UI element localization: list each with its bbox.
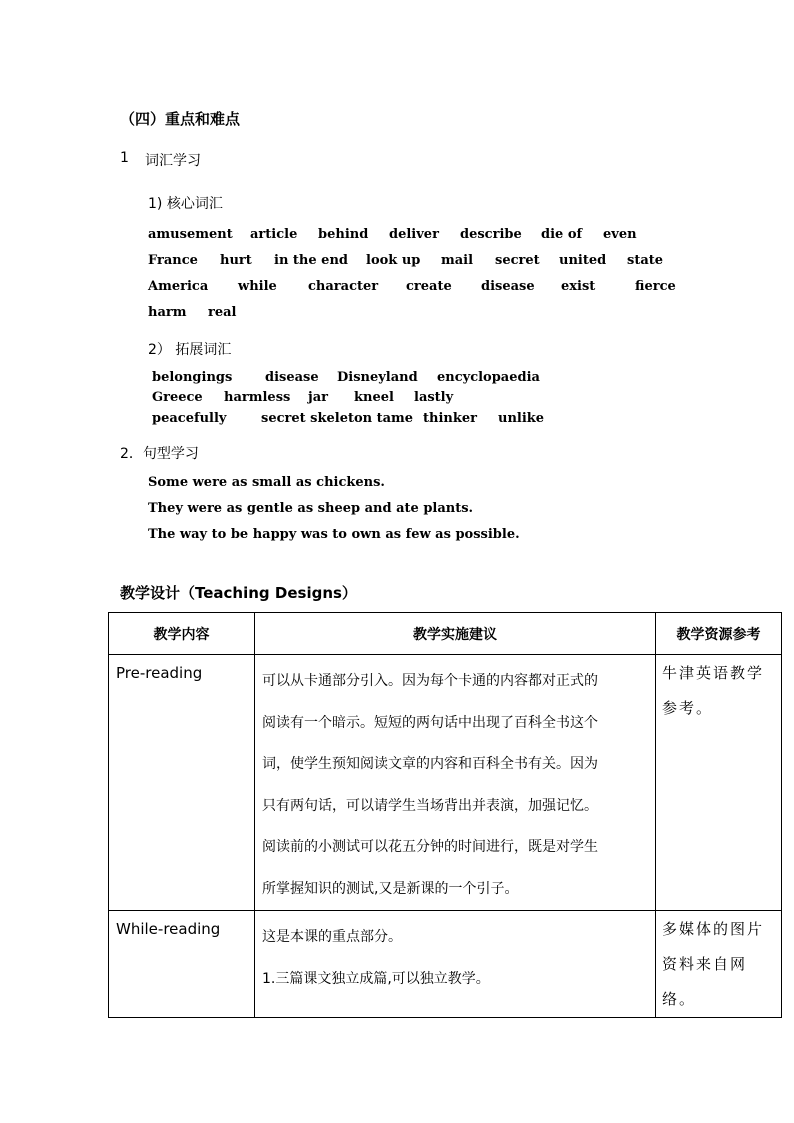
extended-vocab-word: thinker: [423, 411, 477, 426]
extended-vocab-word: kneel: [354, 390, 394, 405]
suggestion-cell: [255, 655, 656, 911]
vocab-section-number: 1: [120, 150, 129, 166]
core-vocab-word: in the end: [274, 253, 348, 268]
header-content: 教学内容: [109, 613, 255, 655]
core-vocab-word: France: [148, 253, 198, 268]
core-vocab-word: disease: [481, 279, 535, 294]
resource-line: 多媒体的图片: [662, 920, 765, 938]
extended-vocab-word: unlike: [498, 411, 545, 426]
core-vocab-label: 1) 核心词汇: [148, 196, 223, 212]
resource-line: 参考。: [662, 699, 714, 717]
stage-cell: [109, 655, 255, 911]
core-vocab-word: fierce: [635, 279, 676, 294]
suggestion-line: 1.三篇课文独立成篇,可以独立教学。: [262, 970, 490, 987]
core-vocab-word: secret: [495, 253, 540, 268]
core-vocab-word: real: [208, 305, 237, 320]
extended-vocab-word: belongings: [152, 370, 233, 385]
sentence-1: Some were as small as chickens.: [148, 475, 385, 490]
extended-vocab-word: harmless: [224, 390, 291, 405]
suggestion-line: 词，使学生预知阅读文章的内容和百科全书有关。因为: [262, 756, 598, 772]
header-suggestions: 教学实施建议: [255, 613, 656, 655]
core-vocab-word: die of: [541, 227, 583, 242]
extended-vocab-word: lastly: [414, 390, 454, 405]
sentence-section-title: 2．句型学习: [120, 446, 199, 462]
sentence-2: They were as gentle as sheep and ate plants.: [148, 501, 474, 516]
suggestion-line: 所掌握知识的测试,又是新课的一个引子。: [262, 880, 519, 897]
core-vocab-word: behind: [318, 227, 369, 242]
table-row: [109, 911, 782, 1018]
suggestion-cell: [255, 911, 656, 1018]
core-vocab-word: even: [603, 227, 637, 242]
suggestion-line: 阅读前的小测试可以花五分钟的时间进行，既是对学生: [262, 839, 598, 855]
core-vocab-word: America: [148, 279, 209, 294]
core-vocab-word: united: [559, 253, 607, 268]
core-vocab-word: amusement: [148, 227, 233, 242]
stage-label: Pre-reading: [116, 664, 203, 682]
teaching-design-table: [108, 612, 782, 1018]
core-vocab-word: harm: [148, 305, 187, 320]
suggestion-line: 阅读有一个暗示。短短的两句话中出现了百科全书这个: [262, 714, 598, 731]
resource-cell: [656, 911, 782, 1018]
header-resources: 教学资源参考: [656, 613, 782, 655]
extended-vocab-word: peacefully: [152, 411, 227, 426]
resource-cell: [656, 655, 782, 911]
extended-vocab-word: secret skeleton tame: [261, 411, 414, 426]
extended-vocab-word: disease: [265, 370, 319, 385]
vocab-section-title: 词汇学习: [145, 153, 201, 169]
stage-cell: [109, 911, 255, 1018]
core-vocab-word: state: [627, 253, 664, 268]
extended-vocab-word: encyclopaedia: [437, 370, 540, 385]
suggestion-line: 这是本课的重点部分。: [262, 929, 402, 945]
core-vocab-word: create: [406, 279, 452, 294]
core-vocab-word: hurt: [220, 253, 252, 268]
extended-vocab-label: 2） 拓展词汇: [148, 342, 232, 358]
core-vocab-word: article: [250, 227, 298, 242]
extended-vocab-word: Disneyland: [337, 370, 418, 385]
core-vocab-word: mail: [441, 253, 474, 268]
core-vocab-word: describe: [460, 227, 522, 242]
core-vocab-word: look up: [366, 253, 421, 268]
table-header-row: [109, 613, 782, 655]
core-vocab-word: exist: [561, 279, 596, 294]
suggestion-line: 只有两句话，可以请学生当场背出并表演，加强记忆。: [262, 797, 598, 814]
table-row: [109, 655, 782, 911]
design-heading: 教学设计（Teaching Designs）: [120, 584, 357, 602]
sentence-3: The way to be happy was to own as few as possible.: [148, 527, 520, 542]
suggestion-line: 可以从卡通部分引入。因为每个卡通的内容都对正式的: [262, 673, 598, 689]
core-vocab-word: deliver: [389, 227, 439, 242]
core-vocab-word: while: [238, 279, 277, 294]
extended-vocab-word: jar: [308, 390, 328, 405]
resource-line: 资料来自网络。: [662, 955, 748, 1008]
core-vocab-word: character: [308, 279, 379, 294]
stage-label: While-reading: [116, 920, 221, 938]
extended-vocab-word: Greece: [152, 390, 203, 405]
resource-line: 牛津英语教学: [662, 664, 765, 682]
section-heading: （四）重点和难点: [120, 110, 241, 128]
